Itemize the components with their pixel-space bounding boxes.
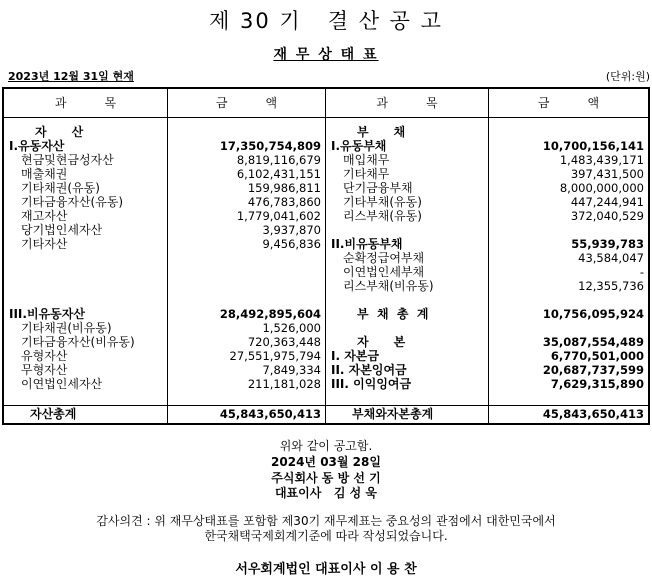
account-label: 기타채권(비유동) (21, 321, 112, 335)
account-label: 순확정급여부채 (343, 251, 425, 265)
amount-value: 397,431,500 (570, 167, 644, 181)
notice-line: 위와 같이 공고함. (279, 439, 373, 453)
account-label: 무형자산 (21, 363, 68, 377)
table-total-row (4, 405, 648, 423)
account-label (4, 293, 167, 307)
audit-opinion (0, 514, 652, 544)
account-label (4, 391, 167, 405)
ceo-name: 대표이사 김 성 욱 (274, 486, 378, 500)
account-label: 기타부채(유동) (343, 195, 422, 209)
amount-value: 10,756,095,924 (542, 307, 644, 321)
account-label: 자 본 (357, 335, 406, 349)
amount-value: 6,102,431,151 (236, 167, 321, 181)
header-account-left: 과 목 (4, 89, 168, 117)
amount-value: 6,770,501,000 (550, 349, 644, 363)
statement-subtitle-text: 재 무 상 태 표 (273, 47, 379, 63)
amount-value (489, 321, 648, 335)
header-amount-left: 금 액 (168, 89, 326, 117)
account-label: III. 이익잉여금 (331, 377, 412, 391)
amount-value: 20,687,737,599 (542, 363, 644, 377)
amount-value: 55,939,783 (571, 237, 644, 251)
page-title: 제 30 기 결 산 공 고 (209, 9, 443, 33)
account-label: 단기금융부채 (343, 181, 413, 195)
amount-value: 211,181,028 (247, 377, 321, 391)
statement-subtitle (0, 44, 652, 64)
amount-value (489, 125, 648, 139)
amount-value (489, 293, 648, 307)
auditor-name: 서우회계법인 대표이사 이 용 찬 (235, 561, 417, 577)
unit-label: (단위:원) (605, 70, 650, 83)
assets-total-label: 자산총계 (4, 406, 168, 423)
amount-value: 43,584,047 (578, 251, 644, 265)
account-label: 기타채무 (343, 167, 390, 181)
account-label: II. 자본잉여금 (331, 363, 407, 377)
account-label (326, 223, 488, 237)
amount-value: 1,483,439,171 (559, 153, 644, 167)
amount-value: 17,350,754,809 (219, 139, 321, 153)
amount-value (168, 293, 325, 307)
table-body (4, 118, 648, 405)
account-label: 부 채 총 계 (357, 307, 429, 321)
account-label (326, 321, 488, 335)
account-label: III.비유동자산 (9, 307, 85, 321)
account-label (4, 265, 167, 279)
account-label (4, 279, 167, 293)
amount-value (168, 391, 325, 405)
account-label: 기타채권(유동) (21, 181, 100, 195)
account-label: I.유동부채 (331, 139, 387, 153)
account-label: 기타자산 (21, 237, 68, 251)
amount-value (168, 251, 325, 265)
amount-value: 3,937,870 (262, 223, 321, 237)
as-of-date: 2023년 12월 31일 현재 (8, 70, 134, 83)
account-label: 유형자산 (21, 349, 68, 363)
amount-value: 12,355,736 (578, 279, 644, 293)
amount-value: 1,526,000 (262, 321, 321, 335)
header-account-right: 과 목 (326, 89, 489, 117)
account-label: 리스부채(유동) (343, 209, 422, 223)
account-label: 리스부채(비유동) (343, 279, 434, 293)
amount-value: 28,492,895,604 (219, 307, 321, 321)
assets-amount-column (168, 118, 326, 405)
amount-value: 159,986,811 (247, 181, 321, 195)
account-label: 이연법인세부채 (343, 265, 425, 279)
assets-account-column (4, 118, 168, 405)
announcement-date: 2024년 03월 28일 (271, 455, 381, 469)
company-name: 주식회사 동 방 선 기 (271, 470, 381, 485)
account-label: 매입채무 (343, 153, 390, 167)
amount-value (168, 279, 325, 293)
account-label (4, 251, 167, 265)
account-label: 기타금융자산(유동) (21, 195, 124, 209)
liabilities-equity-total-amount: 45,843,650,413 (542, 407, 645, 421)
amount-value: 720,363,448 (247, 335, 321, 349)
audit-opinion-line2: 한국채택국제회계기준에 따라 작성되었습니다. (204, 528, 448, 543)
liabilities-amount-column (489, 118, 648, 405)
amount-value: - (639, 265, 644, 279)
account-label: I. 자본금 (331, 349, 379, 363)
account-label: 자 산 (35, 125, 84, 139)
amount-value: 27,551,975,794 (229, 349, 321, 363)
assets-total-amount: 45,843,650,413 (168, 406, 326, 423)
amount-value: 7,629,315,890 (550, 377, 644, 391)
amount-value: 372,040,529 (570, 209, 644, 223)
audit-opinion-line1: 감사의견 : 위 재무상태표를 포함함 제30기 재무제표는 중요성의 관점에서 대한민국에서 (96, 513, 556, 528)
balance-sheet-table (2, 87, 650, 425)
amount-value (489, 223, 648, 237)
amount-value (489, 391, 648, 405)
liabilities-account-column (326, 118, 489, 405)
account-label: II.비유동부채 (331, 237, 403, 251)
footer (0, 437, 652, 577)
account-label: I.유동자산 (9, 139, 65, 153)
amount-value: 476,783,860 (247, 195, 321, 209)
amount-value: 7,849,334 (262, 363, 321, 377)
account-label: 당기법인세자산 (21, 223, 103, 237)
liabilities-equity-total-label: 부채와자본총계 (326, 406, 489, 423)
amount-value (168, 265, 325, 279)
meta-row (8, 68, 650, 84)
account-label: 매출채권 (21, 167, 68, 181)
account-label (326, 391, 488, 405)
amount-value: 8,819,116,679 (236, 153, 321, 167)
amount-value: 35,087,554,489 (542, 335, 644, 349)
account-label: 재고자산 (21, 209, 68, 223)
account-label (326, 293, 488, 307)
amount-value: 9,456,836 (262, 237, 321, 251)
account-label: 현금및현금성자산 (21, 153, 114, 167)
amount-value: 8,000,000,000 (559, 181, 644, 195)
account-label: 부 채 (357, 125, 406, 139)
amount-value: 447,244,941 (570, 195, 644, 209)
account-label: 기타금융자산(비유동) (21, 335, 135, 349)
table-header-row (4, 89, 648, 118)
amount-value: 1,779,041,602 (236, 209, 321, 223)
settlement-announcement-page (0, 5, 652, 577)
header-amount-right: 금 액 (537, 96, 600, 110)
amount-value: 10,700,156,141 (542, 139, 644, 153)
amount-value (168, 125, 325, 139)
account-label: 이연법인세자산 (21, 377, 103, 391)
